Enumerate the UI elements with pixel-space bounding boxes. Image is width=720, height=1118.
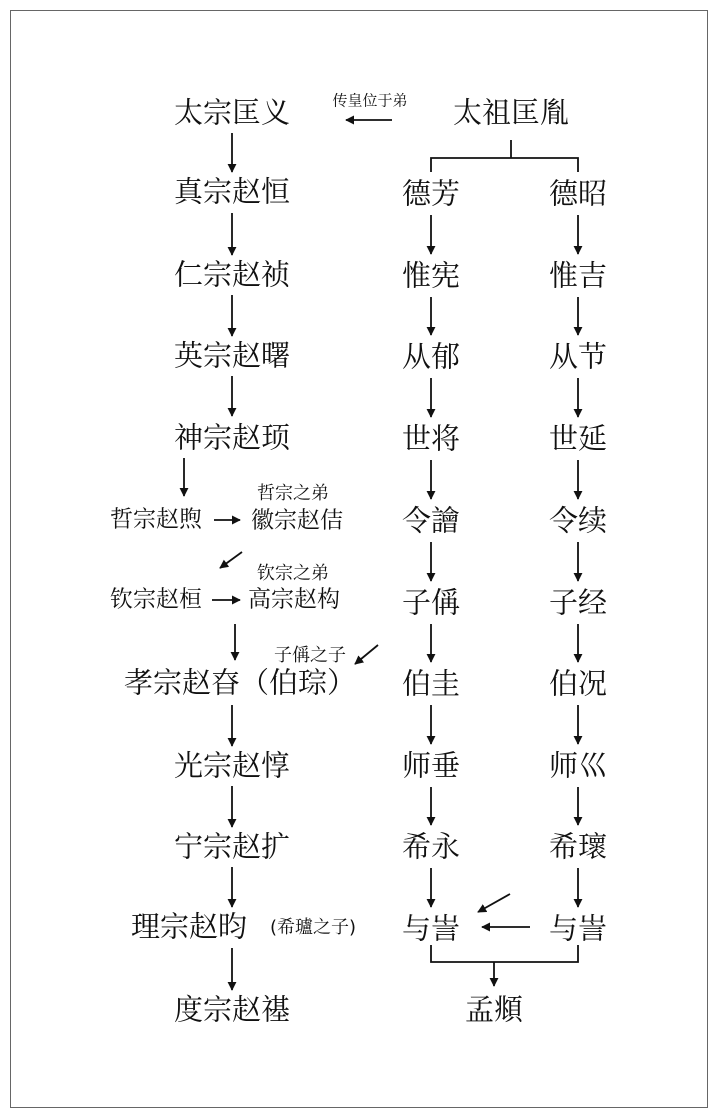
node-final: 孟頫 [464, 992, 524, 1027]
note-transfer: 传皇位于弟 [332, 91, 408, 110]
node-xiaozong: 孝宗赵昚（伯琮） [123, 665, 357, 700]
arrow-note-xiaozong [355, 645, 378, 664]
node-renzong: 仁宗赵祯 [173, 257, 291, 292]
node-branch-a-1: 德芳 [401, 176, 461, 211]
node-branch-b-3: 从节 [548, 339, 608, 374]
arrow-cross-diagonal [478, 894, 510, 912]
node-branch-a-10: 与訔 [401, 911, 461, 946]
node-branch-b-7: 伯况 [548, 666, 608, 701]
node-branch-b-9: 希瓌 [548, 829, 608, 864]
node-qinzong: 钦宗赵桓 [110, 586, 202, 613]
node-lizong: 理宗赵昀 [130, 909, 248, 944]
node-gaozong: 高宗赵构 [248, 586, 340, 613]
node-branch-b-8: 师巛 [548, 748, 608, 783]
node-duzong: 度宗赵禥 [173, 992, 291, 1027]
node-branch-a-2: 惟宪 [401, 258, 461, 293]
node-taizu: 太祖匡胤 [452, 95, 570, 130]
node-shenzong: 神宗赵顼 [173, 420, 291, 455]
note-lizong: (希瓐之子) [269, 917, 357, 938]
node-branch-b-4: 世延 [548, 421, 608, 456]
node-branch-a-3: 从郁 [401, 339, 461, 374]
bracket-final [431, 945, 578, 962]
node-huizong: 徽宗赵佶 [251, 507, 343, 534]
node-taizong: 太宗匡义 [173, 95, 291, 130]
node-zhenzong: 真宗赵恒 [173, 174, 291, 209]
node-branch-a-5: 令譮 [401, 503, 461, 538]
bracket-root [431, 158, 578, 172]
node-branch-a-4: 世将 [401, 421, 461, 456]
node-branch-a-7: 伯圭 [401, 666, 461, 701]
node-branch-a-6: 子偁 [401, 585, 461, 620]
node-branch-b-2: 惟吉 [548, 258, 608, 293]
node-branch-b-6: 子经 [548, 585, 608, 620]
node-branch-b-5: 令续 [548, 503, 608, 538]
note-huizong: 哲宗之弟 [257, 483, 329, 504]
node-ningzong: 宁宗赵扩 [173, 829, 291, 864]
node-branch-a-8: 师垂 [401, 748, 461, 783]
node-branch-b-1: 德昭 [548, 176, 608, 211]
node-branch-b-10: 与訔 [548, 911, 608, 946]
node-branch-a-9: 希永 [401, 829, 461, 864]
node-yingzong: 英宗赵曙 [173, 338, 291, 373]
arrow-huizong-qinzong [220, 552, 242, 568]
note-gaozong: 钦宗之弟 [257, 563, 329, 584]
note-xiaozong: 子偁之子 [274, 645, 346, 666]
node-guangzong: 光宗赵惇 [173, 748, 291, 783]
node-zhezong: 哲宗赵煦 [110, 506, 202, 533]
